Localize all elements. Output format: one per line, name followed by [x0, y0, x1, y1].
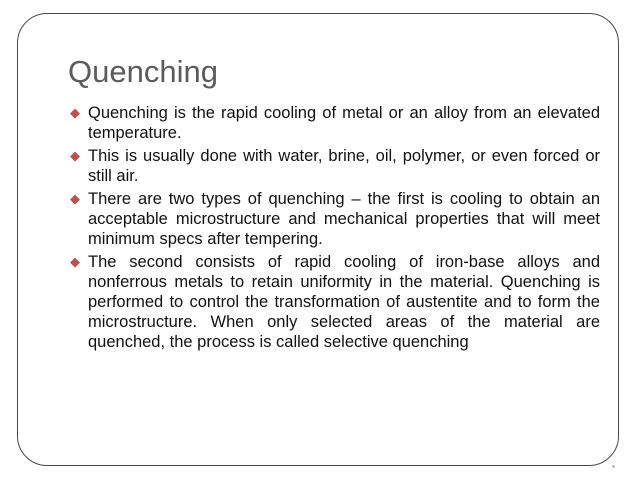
slide-title: Quenching [68, 54, 218, 89]
bullet-marker-icon: ◆ [70, 254, 80, 269]
bullet-item [68, 252, 600, 352]
bullet-marker-icon: ◆ [70, 191, 80, 206]
bullet-text: There are two types of quenching – the first is cooling to obtain an acceptable microstructure and mechanical properties that will meet minimum specs after tempering. [88, 190, 600, 248]
bullet-marker-icon: ◆ [70, 105, 80, 120]
bullet-text: Quenching is the rapid cooling of metal or an alloy from an elevated temperature. [88, 104, 600, 142]
bullet-item [68, 189, 600, 249]
bullet-item [68, 103, 600, 143]
bullet-item [68, 146, 600, 186]
bullet-text: This is usually done with water, brine, oil, polymer, or even forced or still air. [88, 147, 600, 185]
bullet-marker-icon: ◆ [70, 148, 80, 163]
corner-dot [612, 465, 615, 468]
bullet-text: The second consists of rapid cooling of iron-base alloys and nonferrous metals to retain uniformity in the material. Quenching is performed to control the transformation of austentite and to form the microstructure. When only selected areas of the material are quenched, the process is called selective quenching [88, 253, 600, 351]
bullet-list [68, 103, 600, 355]
